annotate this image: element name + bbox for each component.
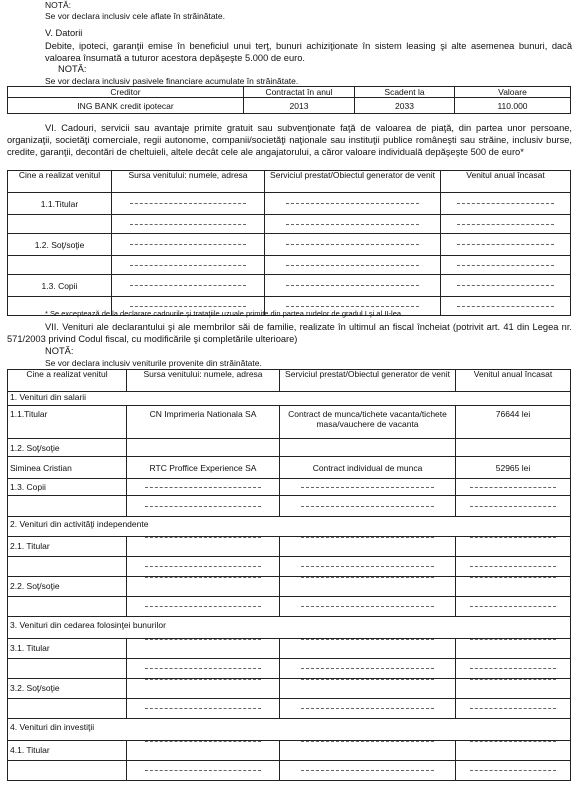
table-row [8, 741, 571, 761]
due-cell: 2033 [355, 98, 455, 114]
amount-cell: 52965 lei [456, 457, 571, 479]
table-row [8, 496, 571, 517]
recipient-label: 3.2. Soţ/soţie [8, 679, 127, 699]
table-row [8, 537, 571, 557]
recipient-label: 2.2. Soţ/soţie [8, 577, 127, 597]
recipient-label: 3.1. Titular [8, 639, 127, 659]
source-cell: CN Imprimeria Nationala SA [127, 406, 280, 439]
amount-cell: 76644 lei [456, 406, 571, 439]
nota-text: Se vor declara inclusiv pasivele financiare acumulate în străinătate. [45, 76, 299, 86]
nota-label: NOTĂ: [45, 346, 74, 356]
recipient-label: Siminea Cristian [8, 457, 127, 479]
column-header: Serviciul prestat/Obiectul generator de venit [280, 370, 456, 392]
column-header: Sursa venitului: numele, adresa [127, 370, 280, 392]
nota-label: NOTĂ: [58, 64, 87, 74]
recipient-label: 1.2. Soţ/soţie [8, 234, 112, 256]
table-row [8, 457, 571, 479]
footnote: * Se exceptează de la declarare cadourile şi trataţiile uzuale primite din partea rudelor de gradul I şi al II-lea. [45, 309, 404, 318]
table-row [8, 193, 571, 215]
nota-text: Se vor declara inclusiv veniturile provenite din străinătate. [45, 358, 262, 368]
column-header: Cine a realizat venitul [8, 171, 112, 193]
section-title: VI. Cadouri, servicii sau avantaje primite gratuit sau subvenţionate faţă de valoarea de piaţă, din partea unor persoane, organizaţii, societăţi comerciale, regii autonome, companii/societăţi naţionale sau instituţii publice româneşti sau străine, inclusiv burse, credite, garanţii, decontări de cheltuieli, altele decât cele ale angajatorului, a căror valoare individuală depăşeşte 500 de euro* [7, 123, 572, 157]
category-heading: 1. Venituri din salarii [8, 392, 571, 406]
table-row [8, 577, 571, 597]
income-table [7, 369, 571, 781]
column-header: Sursa venitului: numele, adresa [112, 171, 265, 193]
table-row [8, 215, 571, 234]
table-row [8, 679, 571, 699]
recipient-label: 2.1. Titular [8, 537, 127, 557]
recipient-label: 1.1.Titular [8, 193, 112, 215]
gifts-table [7, 170, 571, 316]
nota-label: NOTĂ: [45, 0, 71, 10]
value-cell: 110.000 [455, 98, 571, 114]
column-header: Creditor [8, 87, 244, 98]
recipient-label: 4.1. Titular [8, 741, 127, 761]
creditor-cell: ING BANK credit ipotecar [8, 98, 244, 114]
column-header: Scadent la [355, 87, 455, 98]
year-cell: 2013 [244, 98, 355, 114]
table-row [8, 479, 571, 496]
service-cell: Contract de munca/tichete vacanta/tichete masa/vauchere de vacanta [280, 406, 456, 439]
debts-table [7, 86, 571, 114]
table-row [8, 439, 571, 457]
table-row [8, 659, 571, 679]
recipient-label: 1.3. Copii [8, 275, 112, 297]
section-title: V. Datorii [45, 28, 83, 38]
section-title: VII. Venituri ale declarantului şi ale membrilor săi de familie, realizate în ultimul an fiscal încheiat (potrivit art. 41 din Legea nr. 571/2003 privind Codul fiscal, cu modificările şi completările ulterioare) [7, 322, 572, 344]
table-row [8, 234, 571, 256]
table-row [8, 699, 571, 719]
table-row [8, 256, 571, 275]
table-row [8, 275, 571, 297]
service-cell: Contract individual de munca [280, 457, 456, 479]
table-row [8, 597, 571, 617]
nota-text: Se vor declara inclusiv cele aflate în străinătate. [45, 11, 226, 21]
table-row [8, 761, 571, 781]
category-heading: 4. Venituri din investiţii [8, 719, 571, 741]
category-heading: 2. Venituri din activităţi independente [8, 517, 571, 537]
column-header: Cine a realizat venitul [8, 370, 127, 392]
category-heading: 3. Venituri din cedarea folosinţei bunurilor [8, 617, 571, 639]
column-header: Contractat în anul [244, 87, 355, 98]
column-header: Serviciul prestat/Obiectul generator de venit [265, 171, 441, 193]
column-header: Valoare [455, 87, 571, 98]
column-header: Venitul anual încasat [456, 370, 571, 392]
table-row [8, 98, 571, 114]
table-row [8, 639, 571, 659]
recipient-label: 1.2. Soţ/soţie [8, 439, 127, 457]
column-header: Venitul anual încasat [441, 171, 571, 193]
table-row [8, 557, 571, 577]
recipient-label: 1.1.Titular [8, 406, 127, 439]
section-description: Debite, ipoteci, garanţii emise în beneficiul unui terţ, bunuri achiziţionate în sistem leasing şi alte asemenea bunuri, dacă valoarea însumată a tuturor acestora depăşeşte 5.000 de euro. [45, 41, 572, 63]
table-row [8, 406, 571, 439]
source-cell: RTC Proffice Experience SA [127, 457, 280, 479]
recipient-label: 1.3. Copii [8, 479, 127, 496]
